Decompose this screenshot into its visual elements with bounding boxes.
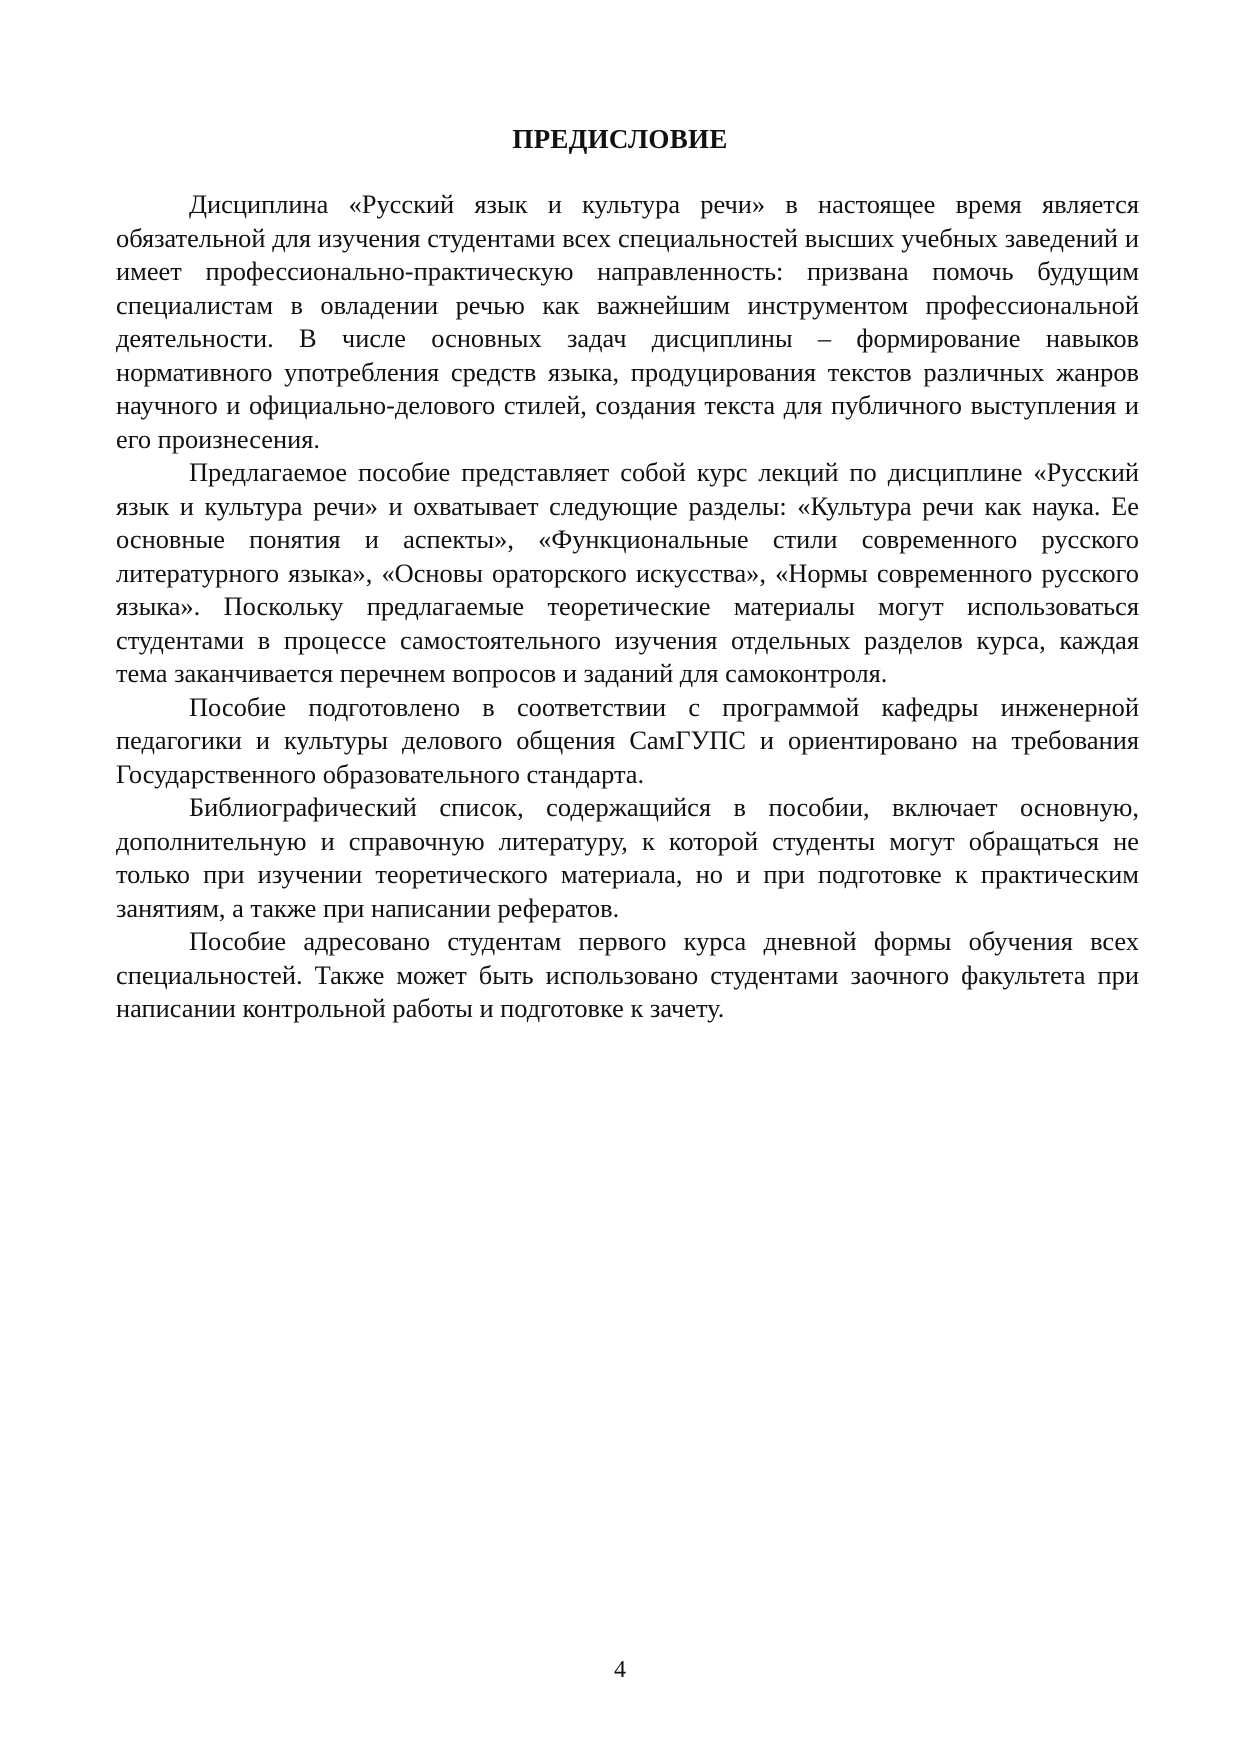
paragraph-1: Дисциплина «Русский язык и культура речи» в настоящее время является обязательной для изучения студентами всех специальностей высших учебных заведений и имеет профессионально-практическую направленность: призвана помочь будущим специалистам в овладении речью как важнейшим инструментом профессиональной деятельности. В числе основных задач дисциплины – формирование навыков нормативного употребления средств языка, продуцирования текстов различных жанров научного и официально-делового стилей, создания текста для публичного выступления и его произнесения.	[116, 189, 1139, 454]
page-number: 4	[614, 1657, 626, 1683]
paragraph-2: Предлагаемое пособие представляет собой курс лекций по дисциплине «Русский язык и культура речи» и охватывает следующие разделы: «Культура речи как наука. Ее основные понятия и аспекты», «Функциональные стили современного русского литературного языка», «Основы ораторского искусства», «Нормы современного русского языка». Поскольку предлагаемые теоретические материалы могут использоваться студентами в процессе самостоятельного изучения отдельных разделов курса, каждая тема заканчивается перечнем вопросов и заданий для самоконтроля.	[116, 457, 1139, 688]
paragraph-4: Библиографический список, содержащийся в пособии, включает основную, дополнительную и справочную литературу, к которой студенты могут обращаться не только при изучении теоретического материала, но и при подготовке к практическим занятиям, а также при написании рефератов.	[116, 792, 1139, 923]
paragraph-5: Пособие адресовано студентам первого курса дневной формы обучения всех специальностей. Также может быть использовано студентами заочного факультета при написании контрольной работы и подготовке к зачету.	[116, 926, 1139, 1023]
paragraph-3: Пособие подготовлено в соответствии с программой кафедры инженерной педагогики и культуры делового общения СамГУПС и ориентировано на требования Государственного образовательного стандарта.	[116, 691, 1139, 789]
page-title: ПРЕДИСЛОВИЕ	[512, 124, 728, 154]
preface-body	[116, 188, 1139, 1026]
